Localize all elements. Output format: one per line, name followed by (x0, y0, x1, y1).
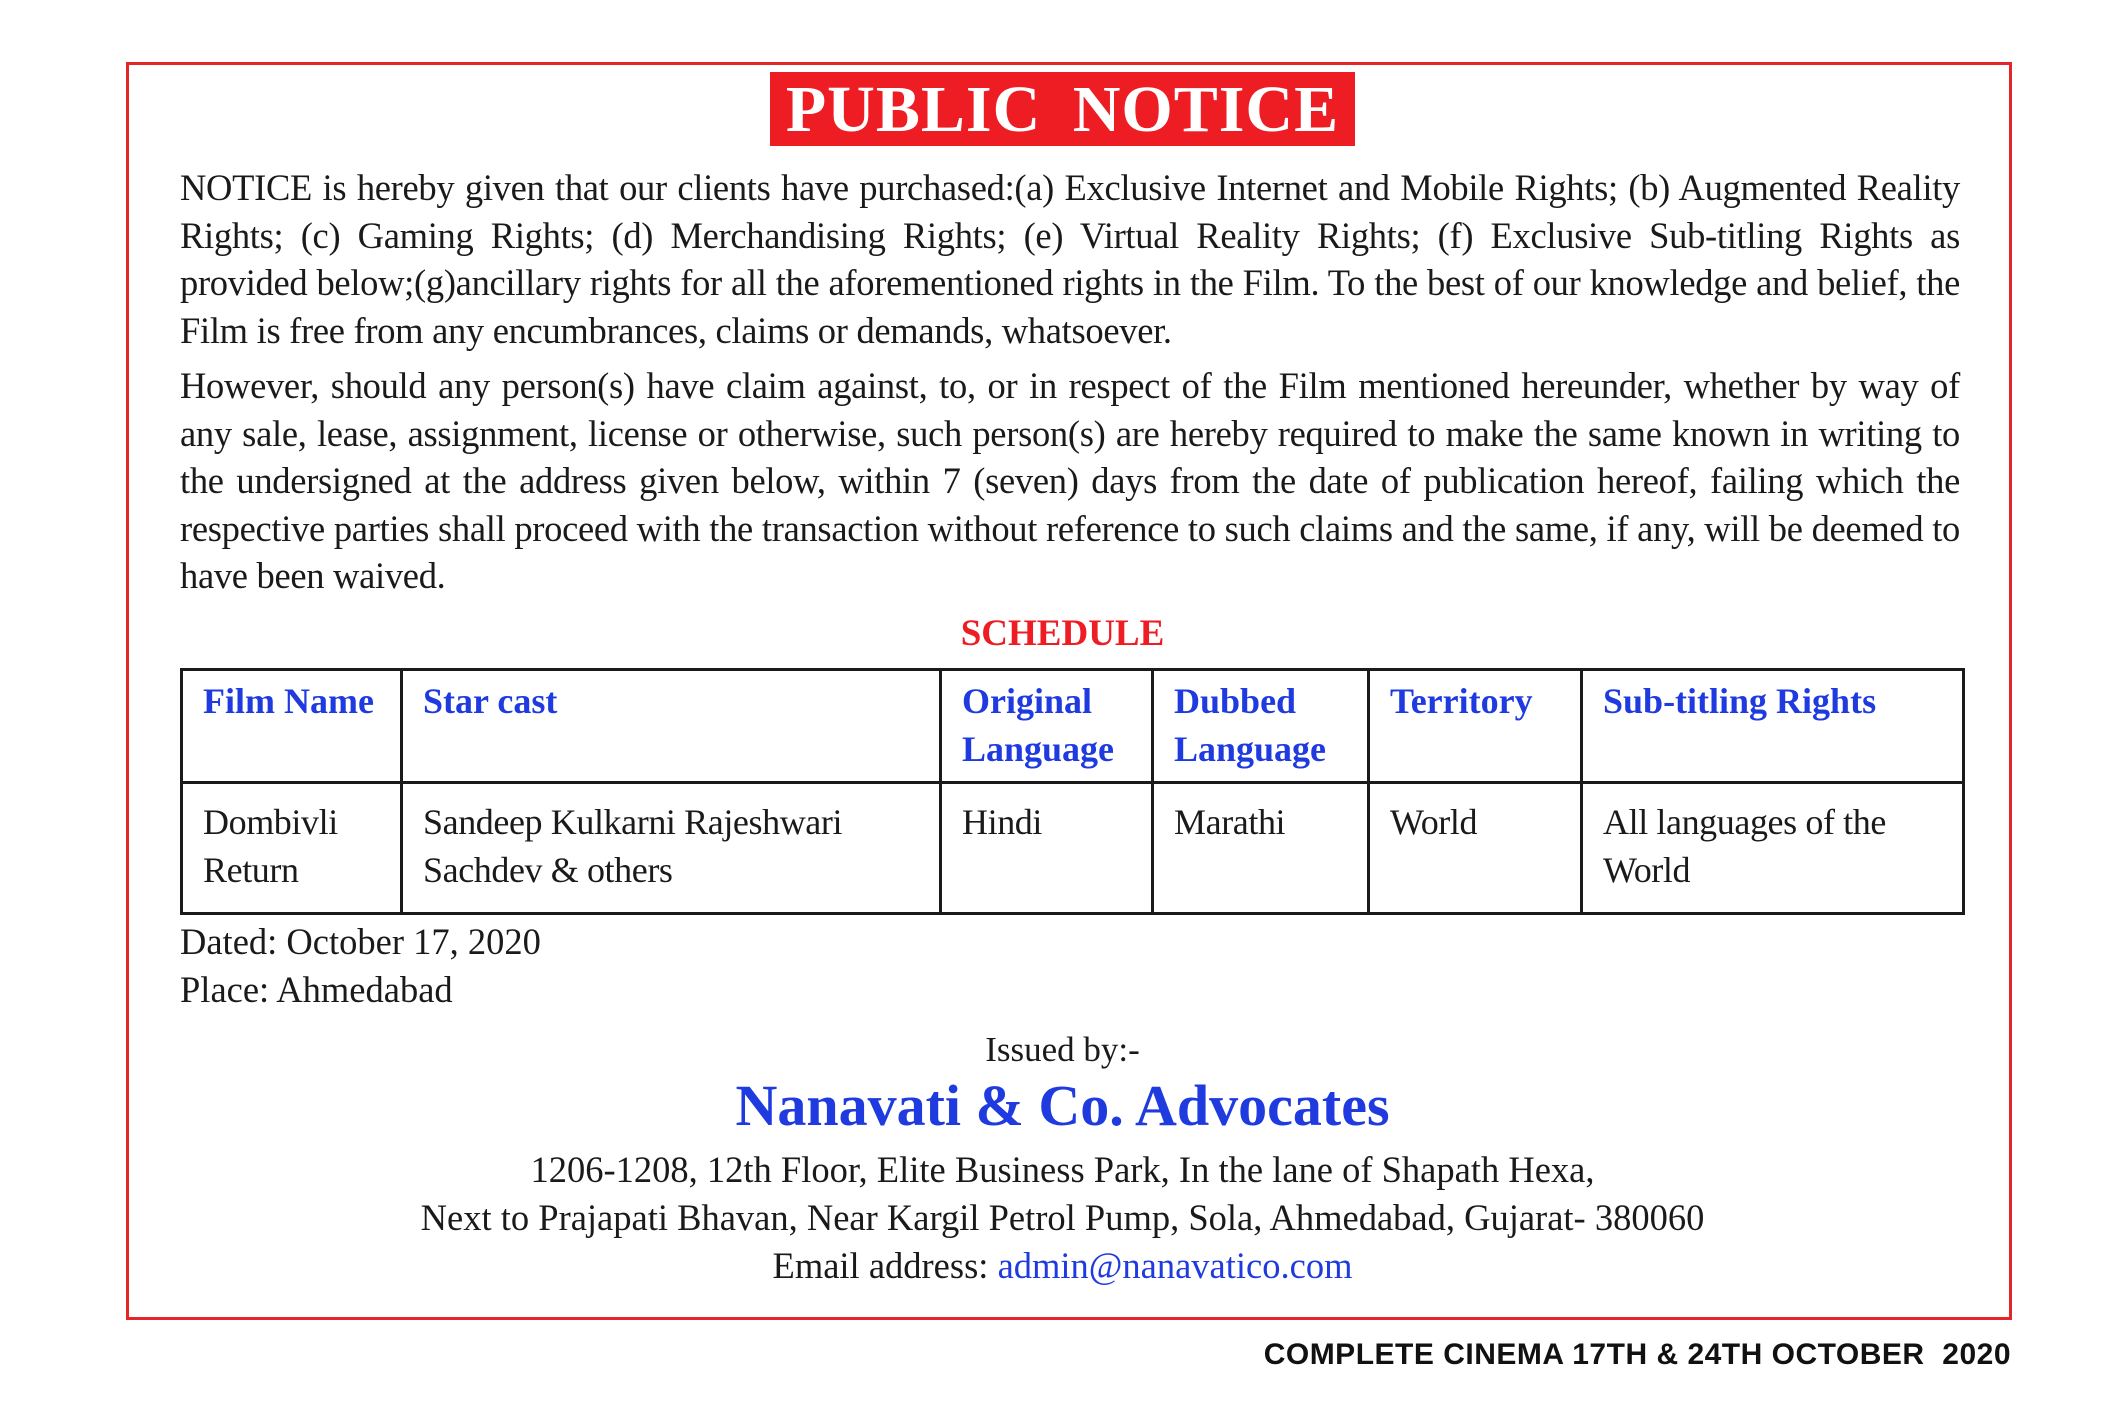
cell-dubbed-language: Marathi (1153, 783, 1369, 914)
header-territory: Territory (1369, 670, 1582, 783)
schedule-header-row (182, 670, 1964, 783)
dated-line: Dated: October 17, 2020 (180, 921, 541, 962)
cell-star-cast: Sandeep Kulkarni Rajeshwari Sachdev & others (402, 783, 941, 914)
header-dubbed-language: Dubbed Language (1153, 670, 1369, 783)
cell-subtitling-rights: All languages of the World (1582, 783, 1964, 914)
notice-paragraph-2: However, should any person(s) have claim against, to, or in respect of the Film mentioned hereunder, whether by way of any sale, lease, assignment, license or otherwise, such person(s) are hereby required to make the same known in writing to the undersigned at the address given below, within 7 (seven) days from the date of publication hereof, failing which the respective parties shall proceed with the transaction without reference to such claims and the same, if any, will be deemed to have been waived. (180, 365, 1960, 596)
cell-original-language: Hindi (941, 783, 1153, 914)
email-line (0, 1242, 2125, 1290)
schedule-heading: SCHEDULE (960, 613, 1165, 654)
email-link[interactable]: admin@nanavatico.com (997, 1245, 1353, 1286)
date-place-block (180, 918, 541, 1014)
header-original-language: Original Language (941, 670, 1153, 783)
cell-territory: World (1369, 783, 1582, 914)
title-wrap (0, 72, 2125, 146)
cell-film-name: Dombivli Return (182, 783, 402, 914)
firm-name: Nanavati & Co. Advocates (735, 1073, 1390, 1138)
place-line: Place: Ahmedabad (180, 969, 453, 1010)
issued-by: Issued by:- (985, 1030, 1140, 1069)
address-line-1: 1206-1208, 12th Floor, Elite Business Park, In the lane of Shapath Hexa, (530, 1149, 1595, 1190)
table-row (182, 783, 1964, 914)
header-film-name: Film Name (182, 670, 402, 783)
publication-footer: COMPLETE CINEMA 17TH & 24TH OCTOBER 2020 (1263, 1338, 2011, 1371)
address-line-2: Next to Prajapati Bhavan, Near Kargil Petrol Pump, Sola, Ahmedabad, Gujarat- 380060 (420, 1197, 1705, 1238)
header-star-cast: Star cast (402, 670, 941, 783)
address-block (0, 1146, 2125, 1290)
notice-title: PUBLIC NOTICE (770, 72, 1355, 146)
schedule-table (180, 668, 1965, 915)
notice-paragraph-1: NOTICE is hereby given that our clients have purchased:(a) Exclusive Internet and Mobile Rights; (b) Augmented Reality Rights; (c) Gaming Rights; (d) Merchandising Rights; (e) Virtual Reality Rights; (f) Exclusive Sub-titling Rights as provided below;(g)ancillary rights for all the aforementioned rights in the Film. To the best of our knowledge and belief, the Film is free from any encumbrances, claims or demands, whatsoever. (180, 167, 1960, 351)
email-label: Email address: (772, 1245, 998, 1286)
header-subtitling-rights: Sub-titling Rights (1582, 670, 1964, 783)
